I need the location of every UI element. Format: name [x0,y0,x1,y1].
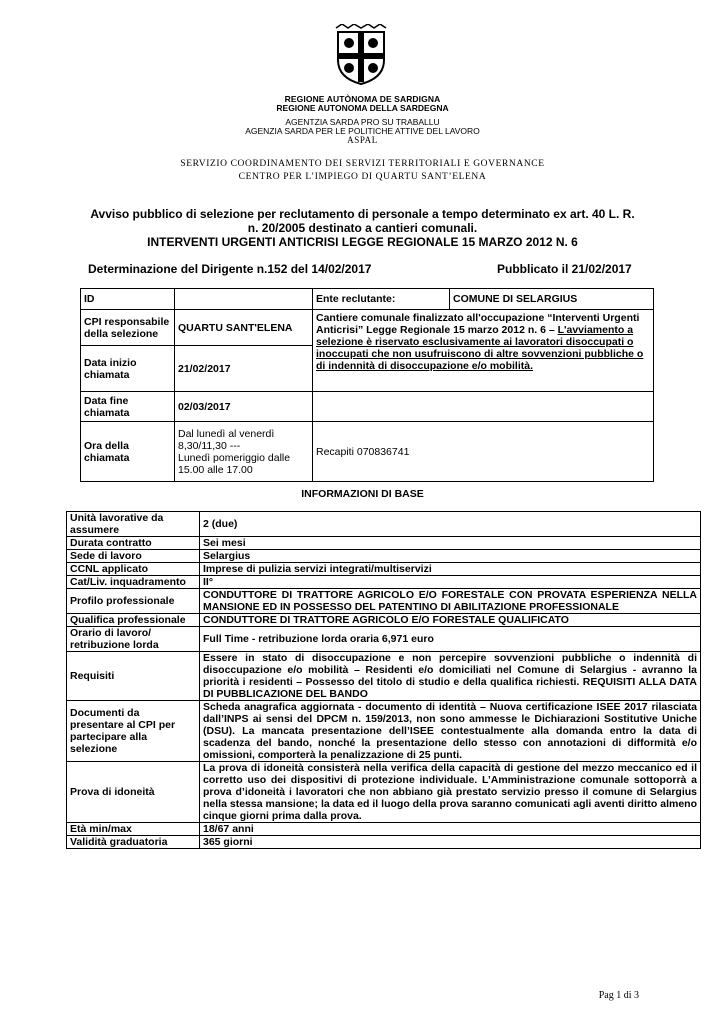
info-row [67,614,701,627]
end-date-label: Data fine chiamata [81,392,175,422]
time-line-3: Lunedì pomeriggio dalle [178,451,291,464]
info-row [67,563,701,576]
info-row-label: Unità lavorative da assumere [67,512,200,537]
info-row-label: Documenti da presentare al CPI per partecipare alla selezione [67,701,200,762]
info-row [67,836,701,849]
id-value [175,289,313,310]
time-line-2: 8,30/11,30 --- [178,439,241,452]
empty-cell [313,392,654,422]
info-row [67,701,701,762]
info-row-label: Sede di lavoro [67,550,200,563]
publication-date: Pubblicato il 21/02/2017 [497,262,632,276]
info-row [67,550,701,563]
start-date-value: 21/02/2017 [175,346,313,392]
info-row-label: Qualifica professionale [67,614,200,627]
info-row [67,762,701,823]
info-row [67,537,701,550]
coat-of-arms-sardinia-icon [332,24,390,86]
info-row-value: Full Time - retribuzione lorda oraria 6,971 euro [200,627,701,652]
info-row-label: Orario di lavoro/ retribuzione lorda [67,627,200,652]
info-row-value: Sei mesi [200,537,701,550]
info-row [67,823,701,836]
title-line-3: INTERVENTI URGENTI ANTICRISI LEGGE REGIONALE 15 MARZO 2012 N. 6 [147,235,578,249]
info-row-value: 18/67 anni [200,823,701,836]
start-date-label: Data inizio chiamata [81,346,175,392]
info-row [67,627,701,652]
title-line-2: n. 20/2005 destinato a cantieri comunali. [247,221,478,235]
info-row-value: Selargius [200,550,701,563]
info-row [67,512,701,537]
service-name: SERVIZIO COORDINAMENTO DEI SERVIZI TERRITORIALI E GOVERNANCE [180,159,545,169]
info-table [66,511,701,849]
info-row-label: Profilo professionale [67,589,200,614]
info-row-value: CONDUTTORE DI TRATTORE AGRICOLO E/O FORESTALE QUALIFICATO [200,614,701,627]
info-row-value: II° [200,576,701,589]
time-value [175,422,313,482]
info-row-label: Prova di idoneità [67,762,200,823]
notice-title [70,207,655,249]
info-row-value: La prova di idoneità consisterà nella verifica della capacità di gestione del mezzo meccanico ed il corretto uso dei dispositivi di protezione individuale. L’Amministrazione comunale sottoporrà a prova d’idoneità i lavoratori che non abbiano già prestato servizio presso il comune di Selargius nella stessa mansione; la data ed il luogo della prova saranno comunicati agli aventi diritto almeno cinque giorni prima dalla prova. [200,762,701,823]
determinazione: Determinazione del Dirigente n.152 del 14/02/2017 [88,262,372,276]
info-row-label: Validità graduatoria [67,836,200,849]
description-intro: Cantiere comunale finalizzato all'occupazione “Interventi Urgenti Anticrisi” Legge Regionale 15 marzo 2012 n. 6 – [316,312,640,336]
info-section-title: INFORMAZIONI DI BASE [301,488,424,500]
end-date-value: 02/03/2017 [175,392,313,422]
office-name: CENTRO PER L’IMPIEGO DI QUARTU SANT’ELENA [238,172,487,182]
info-row-value: Scheda anagrafica aggiornata - documento di identità – Nuova certificazione ISEE 2017 rilasciata dall’INPS ai sensi del DPCM n. 159/2013, non sono ammesse le Dichiarazioni Sostitutive Uniche (DSU). La mancata presentazione dell’ISEE contestualmente alla domanda entro la data di scadenza del bando, nonché la presentazione dello stesso con annotazioni di difformità e/o omissioni, comporterà la penalizzazione di 25 punti. [200,701,701,762]
agency-name-sardinian: AGENTZIA SARDA PRO SU TRABALLU [285,117,440,127]
info-row [67,652,701,701]
info-row-label: Cat/Liv. inquadramento [67,576,200,589]
agency-name-italian: AGENZIA SARDA PER LE POLITICHE ATTIVE DEL LAVORO [245,126,480,136]
description-eligibility: L'avviamento a selezione è riservato esclusivamente ai lavoratori disoccupati o inoccupati che non usufruiscono di altre sovvenzioni pubbliche o di indennità di disoccupazione e/o mobilità. [316,324,644,372]
info-row-label: Requisiti [67,652,200,701]
id-label: ID [81,289,175,310]
info-row-value: 2 (due) [200,512,701,537]
info-row-label: Durata contratto [67,537,200,550]
info-row-value: 365 giorni [200,836,701,849]
info-row-value: CONDUTTORE DI TRATTORE AGRICOLO E/O FORESTALE CON PROVATA ESPERIENZA NELLA MANSIONE ED IN POSSESSO DEL PATENTINO DI ABILITAZIONE PROFESSIONALE [200,589,701,614]
call-details-table [80,288,654,482]
contact-phone: Recapiti 070836741 [313,422,654,482]
time-line-1: Dal lunedì al venerdì [178,427,275,440]
region-name-italian: REGIONE AUTONOMA DELLA SARDEGNA [276,103,449,113]
info-row-label: Età min/max [67,823,200,836]
cpi-value: QUARTU SANT'ELENA [175,310,313,346]
agency-acronym: ASPAL [347,135,378,145]
info-row-value: Essere in stato di disoccupazione e non percepire sovvenzioni pubbliche o indennità di disoccupazione e/o mobilità – Residenti e/o domiciliati nel Comune di Selargius - avranno la priorità i residenti – Possesso del titolo di studio e della qualifica richiesti. REQUISITI ALLA DATA DI PUBBLICAZIONE DEL BANDO [200,652,701,701]
cantiere-description [313,310,654,392]
info-row [67,589,701,614]
info-row [67,576,701,589]
time-label: Ora della chiamata [81,422,175,482]
title-line-1: Avviso pubblico di selezione per reclutamento di personale a tempo determinato ex art. 40 L. R. [90,207,635,221]
ente-value: COMUNE DI SELARGIUS [450,289,654,310]
ente-label: Ente reclutante: [313,289,450,310]
page-number: Pag 1 di 3 [598,990,639,1001]
info-row-value: Imprese di pulizia servizi integrati/multiservizi [200,563,701,576]
cpi-label: CPI responsabile della selezione [81,310,175,346]
region-name-sardinian: REGIONE AUTÒNOMA DE SARDIGNA [284,94,441,104]
time-line-4: 15.00 alle 17.00 [178,463,253,476]
info-row-label: CCNL applicato [67,563,200,576]
